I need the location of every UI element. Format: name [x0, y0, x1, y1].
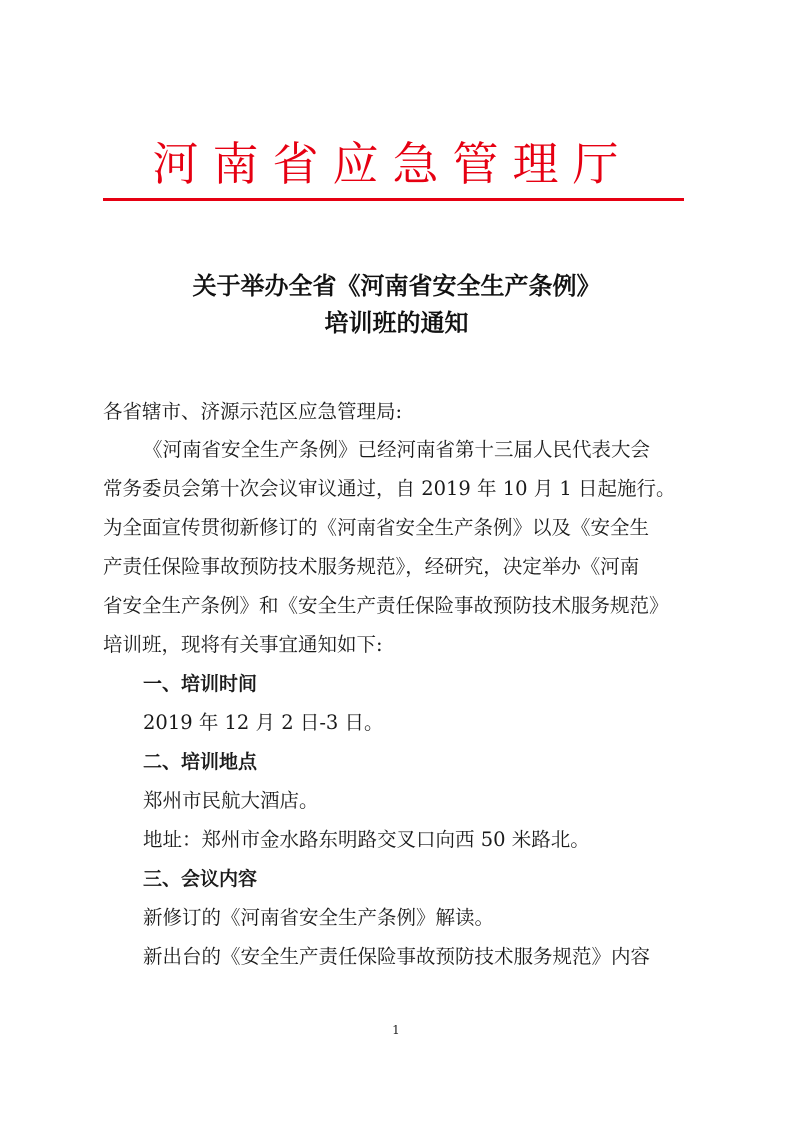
- issuing-organization-title: 河南省应急管理厅: [152, 137, 633, 191]
- intro-line-1: 《河南省安全生产条例》已经河南省第十三届人民代表大会: [143, 438, 651, 461]
- intro-line-2: 常务委员会第十次会议审议通过，自 2019 年 10 月 1 日起施行。: [103, 477, 676, 500]
- red-header-rule: [103, 198, 684, 201]
- section-heading-location: 二、培训地点: [143, 751, 258, 773]
- intro-line-6: 培训班，现将有关事宜通知如下:: [103, 633, 383, 656]
- content-item-1: 新修订的《河南省安全生产条例》解读。: [143, 906, 495, 929]
- intro-line-4: 产责任保险事故预防技术服务规范》，经研究，决定举办《河南: [103, 555, 640, 578]
- intro-line-5: 省安全生产条例》和《安全生产责任保险事故预防技术服务规范》: [103, 594, 669, 617]
- document-title-line-2: 培训班的通知: [324, 309, 469, 337]
- intro-line-3: 为全面宣传贯彻新修订的《河南省安全生产条例》以及《安全生: [103, 516, 650, 539]
- salutation: 各省辖市、济源示范区应急管理局:: [103, 400, 403, 423]
- training-time-text: 2019 年 12 月 2 日-3 日。: [143, 711, 384, 734]
- training-address-text: 地址：郑州市金水路东明路交叉口向西 50 米路北。: [143, 828, 590, 851]
- content-item-2: 新出台的《安全生产责任保险事故预防技术服务规范》内容: [143, 945, 651, 968]
- training-venue-text: 郑州市民航大酒店。: [143, 789, 319, 812]
- section-heading-content: 三、会议内容: [143, 868, 258, 890]
- document-title-line-1: 关于举办全省《河南省安全生产条例》: [192, 272, 601, 300]
- section-heading-time: 一、培训时间: [143, 673, 258, 695]
- page-number: 1: [392, 1023, 400, 1037]
